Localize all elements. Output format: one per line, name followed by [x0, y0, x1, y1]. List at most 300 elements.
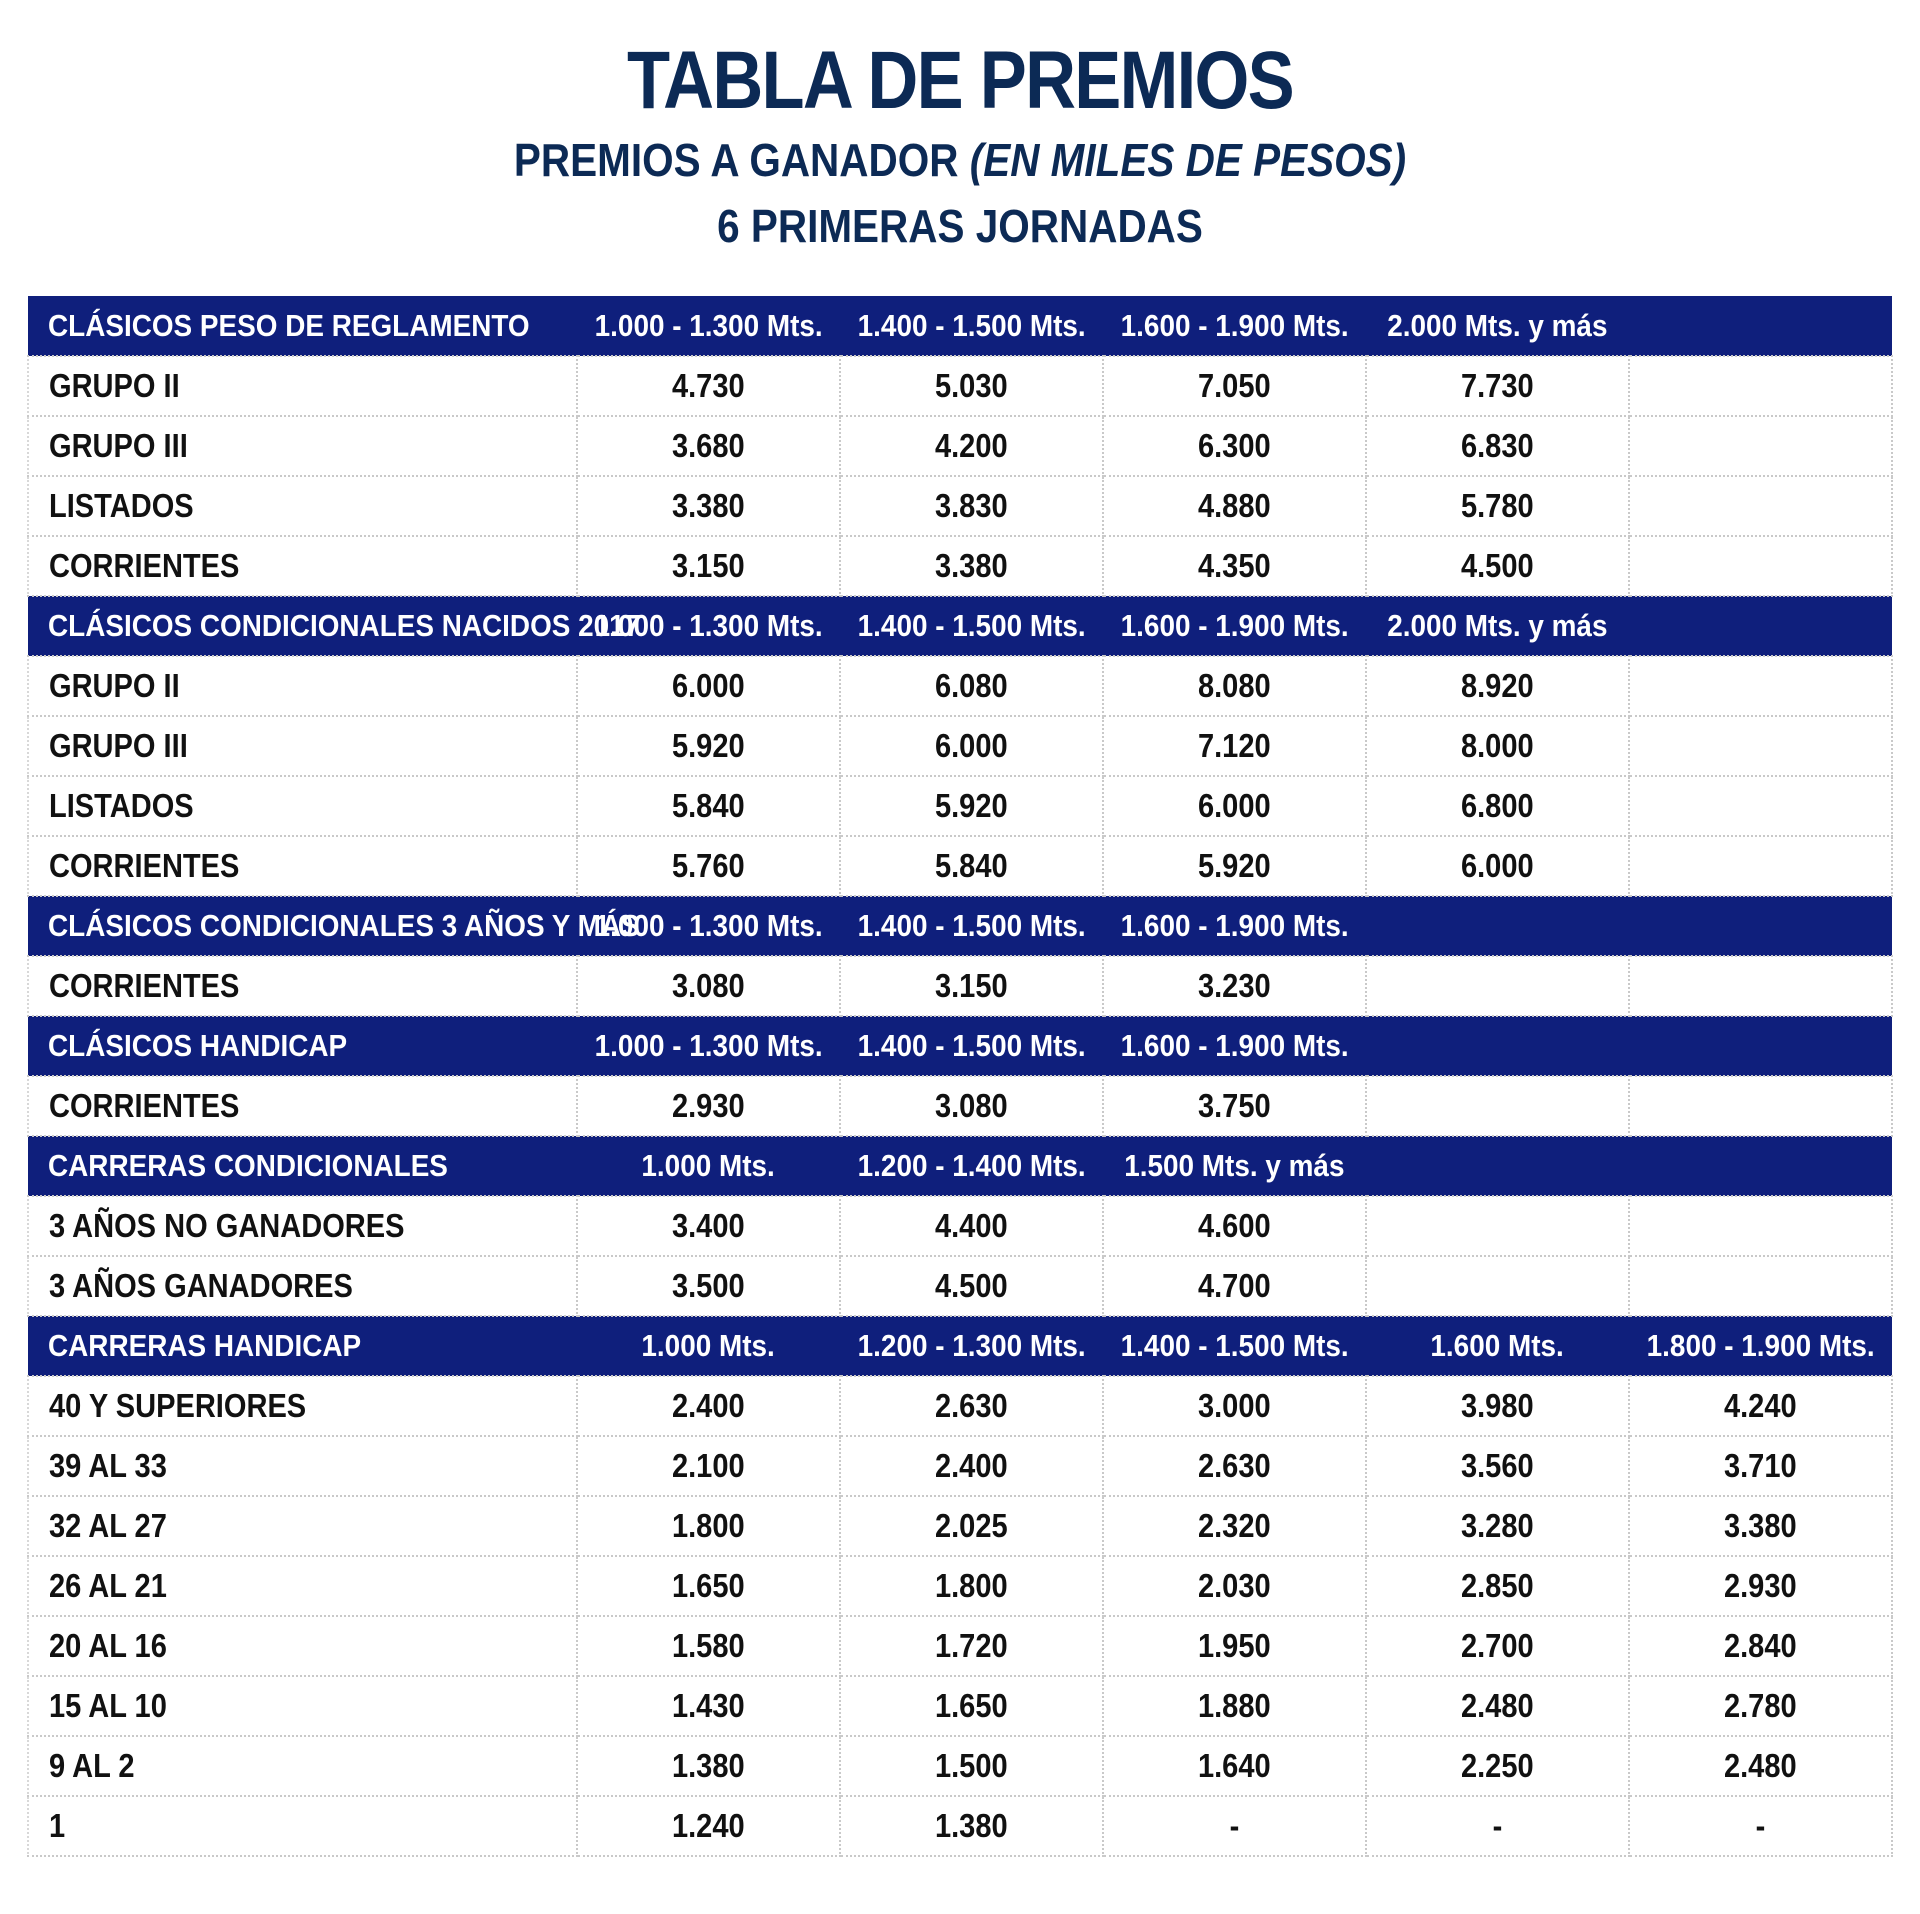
prize-value-text: 5.920 — [672, 727, 745, 764]
prize-value-text: 2.400 — [672, 1387, 745, 1424]
row-label-text: LISTADOS — [49, 487, 194, 524]
distance-column-header — [577, 1316, 840, 1376]
prize-value-text: 1.380 — [672, 1747, 745, 1784]
row-label — [28, 416, 577, 476]
row-label — [28, 716, 577, 776]
prize-value — [1103, 476, 1366, 536]
prize-value — [577, 356, 840, 416]
table-row — [28, 1196, 1892, 1256]
prize-value — [1629, 1616, 1892, 1676]
page-subtitle — [115, 132, 1805, 188]
prize-value-text: 2.320 — [1198, 1507, 1271, 1544]
prize-value-text: 2.850 — [1461, 1567, 1534, 1604]
prize-value-text: 5.840 — [672, 787, 745, 824]
row-label-text: 32 AL 27 — [49, 1507, 167, 1544]
distance-column-header — [1629, 596, 1892, 656]
section-title-text: CARRERAS CONDICIONALES — [48, 1148, 448, 1183]
prize-value — [1629, 1676, 1892, 1736]
prize-value — [1103, 416, 1366, 476]
row-label-text: LISTADOS — [49, 787, 194, 824]
prize-value-text: 1.380 — [935, 1807, 1008, 1844]
prize-value — [1629, 1076, 1892, 1136]
distance-column-header — [1103, 596, 1366, 656]
distance-column-text: 1.000 Mts. — [641, 1328, 776, 1363]
prize-value-text: 1.720 — [935, 1627, 1008, 1664]
row-label — [28, 1376, 577, 1436]
section-header-row — [28, 1016, 1892, 1076]
distance-column-text: 1.400 - 1.500 Mts. — [1120, 1328, 1349, 1363]
prize-value-text: 8.000 — [1461, 727, 1534, 764]
prize-value — [1366, 716, 1629, 776]
prize-value-text: 4.350 — [1198, 547, 1271, 584]
prize-value-text: 3.400 — [672, 1207, 745, 1244]
prize-value-text: 8.920 — [1461, 667, 1534, 704]
distance-column-header — [840, 896, 1103, 956]
prize-table-body — [28, 296, 1892, 1856]
prize-value — [1103, 1796, 1366, 1856]
prize-value — [1629, 356, 1892, 416]
prize-value-text: 6.000 — [672, 667, 745, 704]
prize-value — [1103, 716, 1366, 776]
section-header-row — [28, 896, 1892, 956]
distance-column-text: 1.400 - 1.500 Mts. — [857, 908, 1086, 943]
prize-value — [840, 1076, 1103, 1136]
table-row — [28, 1376, 1892, 1436]
prize-value — [840, 1196, 1103, 1256]
section-title-text: CLÁSICOS PESO DE REGLAMENTO — [48, 307, 530, 343]
prize-value — [1366, 1256, 1629, 1316]
row-label-text: CORRIENTES — [49, 847, 240, 884]
prize-value-text: 3.380 — [935, 547, 1008, 584]
subtitle-units: (EN MILES DE PESOS) — [969, 134, 1407, 186]
section-header-row — [28, 296, 1892, 356]
prize-value — [1366, 1436, 1629, 1496]
row-label — [28, 536, 577, 596]
section-title-text: CARRERAS HANDICAP — [48, 1328, 362, 1363]
row-label — [28, 776, 577, 836]
prize-value-text: 2.840 — [1724, 1627, 1797, 1664]
prize-value-text: 2.780 — [1724, 1687, 1797, 1724]
prize-value-text: 4.400 — [935, 1207, 1008, 1244]
section-header-row — [28, 1136, 1892, 1196]
prize-value — [1629, 476, 1892, 536]
prize-value — [1103, 536, 1366, 596]
table-row — [28, 1676, 1892, 1736]
prize-value — [1366, 1196, 1629, 1256]
row-label-text: GRUPO III — [49, 427, 188, 464]
prize-value-text: 4.880 — [1198, 487, 1271, 524]
row-label — [28, 1076, 577, 1136]
prize-value-text: 3.230 — [1198, 967, 1271, 1004]
prize-value-text: 4.240 — [1724, 1387, 1797, 1424]
distance-column-header — [840, 1016, 1103, 1076]
row-label — [28, 1196, 577, 1256]
prize-value-text: 3.080 — [672, 967, 745, 1004]
prize-value — [577, 416, 840, 476]
prize-value-text: 2.400 — [935, 1447, 1008, 1484]
row-label-text: 3 AÑOS GANADORES — [49, 1267, 353, 1304]
section-title — [28, 596, 641, 656]
prize-value — [1103, 956, 1366, 1016]
prize-value-text: 3.830 — [935, 487, 1008, 524]
prize-value-text: 3.980 — [1461, 1387, 1534, 1424]
prize-value — [577, 1376, 840, 1436]
section-title-text: CLÁSICOS HANDICAP — [48, 1028, 348, 1063]
prize-value-text: 5.840 — [935, 847, 1008, 884]
prize-value — [840, 1436, 1103, 1496]
row-label — [28, 1556, 577, 1616]
prize-value — [1103, 356, 1366, 416]
prize-value — [1366, 1736, 1629, 1796]
prize-value — [1366, 1076, 1629, 1136]
prize-value-text: 2.630 — [935, 1387, 1008, 1424]
prize-value — [1366, 416, 1629, 476]
prize-value — [840, 776, 1103, 836]
prize-value — [577, 1796, 840, 1856]
distance-column-text: 1.800 - 1.900 Mts. — [1646, 1328, 1875, 1363]
page-subtitle-jornadas: 6 PRIMERAS JORNADAS — [717, 200, 1203, 252]
prize-value-text: 4.500 — [935, 1267, 1008, 1304]
prize-value-text: 3.680 — [672, 427, 745, 464]
prize-value — [1629, 1736, 1892, 1796]
prize-value-text: 3.500 — [672, 1267, 745, 1304]
prize-value-text: 6.000 — [935, 727, 1008, 764]
prize-value — [1629, 956, 1892, 1016]
prize-value — [1103, 1676, 1366, 1736]
prize-value — [840, 1616, 1103, 1676]
prize-value — [1629, 536, 1892, 596]
prize-value — [577, 1556, 840, 1616]
prize-value — [577, 716, 840, 776]
prize-value — [577, 1196, 840, 1256]
prize-value — [840, 476, 1103, 536]
prize-value-text: 3.380 — [1724, 1507, 1797, 1544]
prize-value-text: 3.750 — [1198, 1087, 1271, 1124]
prize-value — [840, 1496, 1103, 1556]
distance-column-text: 1.000 - 1.300 Mts. — [594, 908, 823, 943]
prize-value — [1103, 776, 1366, 836]
table-row — [28, 1796, 1892, 1856]
prize-value — [1366, 476, 1629, 536]
section-header-row — [28, 1316, 1892, 1376]
prize-value-text: 3.150 — [672, 547, 745, 584]
row-label-text: 39 AL 33 — [49, 1447, 167, 1484]
prize-value-text: 2.250 — [1461, 1747, 1534, 1784]
row-label-text: GRUPO II — [49, 667, 180, 704]
distance-column-header — [1103, 1316, 1366, 1376]
prize-value — [577, 1256, 840, 1316]
distance-column-text: 1.600 Mts. — [1430, 1328, 1565, 1363]
prize-value — [1366, 836, 1629, 896]
section-title — [28, 1136, 577, 1196]
table-row — [28, 1076, 1892, 1136]
prize-value — [1629, 1436, 1892, 1496]
distance-column-header — [1629, 1136, 1892, 1196]
prize-value-text: 2.930 — [672, 1087, 745, 1124]
prize-value — [840, 1676, 1103, 1736]
row-label — [28, 1796, 577, 1856]
distance-column-text: 1.200 - 1.400 Mts. — [857, 1148, 1086, 1183]
row-label — [28, 1616, 577, 1676]
prize-value-text: 6.000 — [1461, 847, 1534, 884]
prize-value-text: 3.380 — [672, 487, 745, 524]
table-row — [28, 956, 1892, 1016]
prize-value — [1629, 416, 1892, 476]
prize-value — [840, 1256, 1103, 1316]
prize-value — [1629, 656, 1892, 716]
distance-column-header — [840, 296, 1103, 356]
table-row — [28, 1256, 1892, 1316]
distance-column-header — [840, 1316, 1103, 1376]
table-row — [28, 1556, 1892, 1616]
prize-value-text: 5.030 — [935, 367, 1008, 404]
row-label — [28, 1736, 577, 1796]
prize-value — [1103, 656, 1366, 716]
prize-value — [1366, 776, 1629, 836]
distance-column-header — [840, 1136, 1103, 1196]
row-label-text: CORRIENTES — [49, 547, 240, 584]
prize-value — [1103, 836, 1366, 896]
distance-column-text: 1.400 - 1.500 Mts. — [857, 307, 1086, 343]
prize-value-text: 3.150 — [935, 967, 1008, 1004]
row-label-text: 15 AL 10 — [49, 1687, 167, 1724]
prize-value-text: 4.500 — [1461, 547, 1534, 584]
prize-value-text: - — [1755, 1807, 1766, 1844]
distance-column-text: 1.600 - 1.900 Mts. — [1120, 908, 1349, 943]
row-label — [28, 476, 577, 536]
prize-value-text: 2.025 — [935, 1507, 1008, 1544]
prize-value — [1103, 1556, 1366, 1616]
table-row — [28, 1616, 1892, 1676]
prize-value — [577, 1676, 840, 1736]
table-row — [28, 1436, 1892, 1496]
prize-value-text: 5.920 — [935, 787, 1008, 824]
distance-column-header — [1366, 1016, 1629, 1076]
row-label — [28, 656, 577, 716]
prize-value-text: 1.430 — [672, 1687, 745, 1724]
prize-value — [1103, 1496, 1366, 1556]
prize-value — [577, 1496, 840, 1556]
prize-value — [577, 1616, 840, 1676]
prize-value-text: - — [1229, 1807, 1240, 1844]
prize-value-text: 8.080 — [1198, 667, 1271, 704]
distance-column-text: 1.400 - 1.500 Mts. — [857, 1028, 1086, 1063]
prize-value — [840, 416, 1103, 476]
prize-value — [840, 956, 1103, 1016]
prize-value — [840, 1376, 1103, 1436]
prize-value — [577, 956, 840, 1016]
distance-column-text: 1.600 - 1.900 Mts. — [1120, 1028, 1349, 1063]
section-title — [28, 1016, 577, 1076]
prize-value-text: 2.700 — [1461, 1627, 1534, 1664]
prize-value — [1366, 1796, 1629, 1856]
row-label-text: 9 AL 2 — [49, 1747, 135, 1784]
distance-column-text: 2.000 Mts. y más — [1387, 307, 1608, 343]
prize-value — [577, 836, 840, 896]
prize-value — [577, 656, 840, 716]
prize-value — [1629, 1796, 1892, 1856]
prize-value — [1103, 1196, 1366, 1256]
distance-column-header — [1103, 896, 1366, 956]
prize-value-text: 1.640 — [1198, 1747, 1271, 1784]
row-label-text: CORRIENTES — [49, 967, 240, 1004]
distance-column-header — [1366, 296, 1629, 356]
table-row — [28, 416, 1892, 476]
page-title: TABLA DE PREMIOS — [627, 35, 1293, 126]
row-label-text: 3 AÑOS NO GANADORES — [49, 1207, 405, 1244]
row-label — [28, 1676, 577, 1736]
distance-column-header — [577, 1016, 840, 1076]
prize-value-text: 1.580 — [672, 1627, 745, 1664]
row-label — [28, 956, 577, 1016]
prize-value-text: 2.630 — [1198, 1447, 1271, 1484]
distance-column-header — [1103, 296, 1366, 356]
prize-value-text: 6.080 — [935, 667, 1008, 704]
distance-column-header — [1366, 896, 1629, 956]
prize-value-text: 7.730 — [1461, 367, 1534, 404]
distance-column-text: 1.000 Mts. — [641, 1148, 776, 1183]
distance-column-text: 1.000 - 1.300 Mts. — [594, 608, 823, 643]
prize-value-text: 6.000 — [1198, 787, 1271, 824]
prize-value — [1629, 1556, 1892, 1616]
section-title-text: CLÁSICOS CONDICIONALES 3 AÑOS Y MÁS — [48, 908, 640, 943]
distance-column-header — [840, 596, 1103, 656]
distance-column-text: 2.000 Mts. y más — [1387, 608, 1608, 643]
table-row — [28, 656, 1892, 716]
prize-value — [1366, 956, 1629, 1016]
prize-value-text: 6.830 — [1461, 427, 1534, 464]
prize-value-text: 1.500 — [935, 1747, 1008, 1784]
distance-column-text: 1.600 - 1.900 Mts. — [1120, 307, 1349, 343]
prize-value-text: 5.920 — [1198, 847, 1271, 884]
prize-value — [1366, 1676, 1629, 1736]
prize-value-text: 4.600 — [1198, 1207, 1271, 1244]
row-label-text: 40 Y SUPERIORES — [49, 1387, 307, 1424]
distance-column-text: 1.600 - 1.900 Mts. — [1120, 608, 1349, 643]
distance-column-header — [1629, 296, 1892, 356]
distance-column-text: 1.400 - 1.500 Mts. — [857, 608, 1086, 643]
prize-value-text: 1.240 — [672, 1807, 745, 1844]
prize-value — [840, 716, 1103, 776]
prize-value-text: 1.800 — [672, 1507, 745, 1544]
prize-value-text: 6.300 — [1198, 427, 1271, 464]
table-row — [28, 776, 1892, 836]
section-title-text: CLÁSICOS CONDICIONALES NACIDOS 2017 — [48, 608, 641, 643]
distance-column-header — [1366, 1316, 1629, 1376]
prize-value-text: 1.650 — [672, 1567, 745, 1604]
row-label-text: CORRIENTES — [49, 1087, 240, 1124]
prize-value-text: 1.650 — [935, 1687, 1008, 1724]
prize-value — [577, 1736, 840, 1796]
prize-value — [1629, 1196, 1892, 1256]
prize-value — [1629, 716, 1892, 776]
distance-column-header — [1366, 1136, 1629, 1196]
prize-value — [577, 476, 840, 536]
section-header-row — [28, 596, 1892, 656]
prize-value-text: 3.000 — [1198, 1387, 1271, 1424]
prize-value — [1366, 356, 1629, 416]
prize-value — [577, 1436, 840, 1496]
table-row — [28, 716, 1892, 776]
table-row — [28, 356, 1892, 416]
prize-value — [1366, 1496, 1629, 1556]
row-label-text: 20 AL 16 — [49, 1627, 167, 1664]
table-row — [28, 476, 1892, 536]
prize-value — [1629, 1256, 1892, 1316]
prize-value-text: 7.050 — [1198, 367, 1271, 404]
distance-column-header — [1103, 1136, 1366, 1196]
row-label — [28, 1496, 577, 1556]
prize-value — [577, 1076, 840, 1136]
section-title — [28, 1316, 577, 1376]
prize-value-text: - — [1492, 1807, 1503, 1844]
prize-value — [1629, 1376, 1892, 1436]
prize-value-text: 3.280 — [1461, 1507, 1534, 1544]
row-label-text: GRUPO II — [49, 367, 180, 404]
prize-value-text: 3.080 — [935, 1087, 1008, 1124]
prize-value — [1103, 1616, 1366, 1676]
prize-value — [840, 1796, 1103, 1856]
distance-column-header — [577, 596, 840, 656]
prize-value-text: 2.930 — [1724, 1567, 1797, 1604]
distance-column-text: 1.000 - 1.300 Mts. — [594, 307, 823, 343]
row-label — [28, 356, 577, 416]
prize-value — [840, 536, 1103, 596]
prize-value — [577, 776, 840, 836]
prize-value — [840, 1736, 1103, 1796]
prize-value-text: 2.480 — [1461, 1687, 1534, 1724]
distance-column-header — [577, 296, 840, 356]
row-label — [28, 1436, 577, 1496]
distance-column-header — [1103, 1016, 1366, 1076]
prize-value-text: 2.030 — [1198, 1567, 1271, 1604]
distance-column-header — [1366, 596, 1629, 656]
subtitle-main: PREMIOS A GANADOR — [513, 134, 970, 186]
prize-value — [1629, 776, 1892, 836]
distance-column-header — [1629, 1016, 1892, 1076]
prize-value — [1366, 1376, 1629, 1436]
table-row — [28, 536, 1892, 596]
prize-value-text: 2.100 — [672, 1447, 745, 1484]
prize-value — [1629, 1496, 1892, 1556]
distance-column-header — [1629, 896, 1892, 956]
prize-value — [840, 356, 1103, 416]
row-label-text: 1 — [49, 1807, 66, 1844]
prize-value — [1366, 536, 1629, 596]
table-row — [28, 1736, 1892, 1796]
prize-value-text: 5.760 — [672, 847, 745, 884]
prize-value-text: 1.880 — [1198, 1687, 1271, 1724]
prize-value — [840, 1556, 1103, 1616]
prize-value-text: 2.480 — [1724, 1747, 1797, 1784]
prize-value — [577, 536, 840, 596]
section-title — [28, 296, 577, 356]
table-row — [28, 836, 1892, 896]
prize-value — [840, 656, 1103, 716]
row-label — [28, 1256, 577, 1316]
prize-value-text: 5.780 — [1461, 487, 1534, 524]
distance-column-text: 1.000 - 1.300 Mts. — [594, 1028, 823, 1063]
prize-value-text: 3.710 — [1724, 1447, 1797, 1484]
table-row — [28, 1496, 1892, 1556]
distance-column-header — [577, 896, 840, 956]
prize-value — [1103, 1736, 1366, 1796]
distance-column-text: 1.500 Mts. y más — [1124, 1148, 1345, 1183]
prize-value — [1103, 1436, 1366, 1496]
prize-value — [1366, 1556, 1629, 1616]
distance-column-text: 1.200 - 1.300 Mts. — [857, 1328, 1086, 1363]
row-label-text: 26 AL 21 — [49, 1567, 167, 1604]
